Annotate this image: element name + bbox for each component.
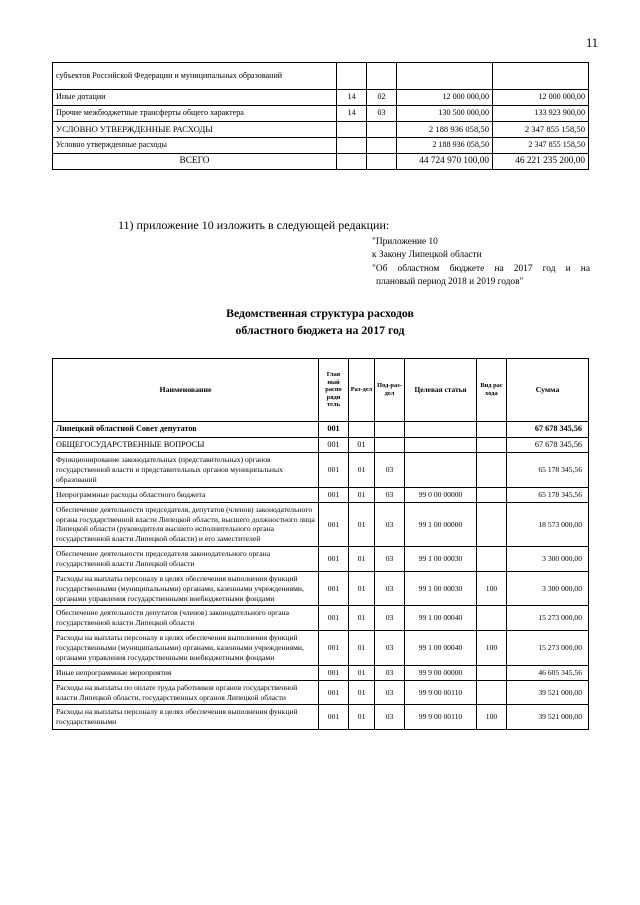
cell-expense-type: 100 — [477, 631, 507, 666]
cell-chief-administrator: 001 — [319, 680, 349, 705]
cell-subsection: 03 — [375, 487, 405, 502]
cell-amount: 39 521 000,00 — [507, 705, 589, 730]
cell-section: 01 — [349, 680, 375, 705]
departmental-structure-table-container — [52, 358, 588, 730]
cell-subsection: 03 — [375, 665, 405, 680]
cell-chief-administrator: 001 — [319, 487, 349, 502]
main-title-line-1: Ведомственная структура расходов — [226, 306, 414, 320]
departmental-structure-table — [52, 358, 589, 730]
table-row — [53, 547, 589, 572]
col-header-target-item: Целевая статья — [405, 359, 477, 422]
cell-amount: 18 573 000,00 — [507, 502, 589, 546]
table-row — [53, 665, 589, 680]
cell-amount-1: 130 500 000,00 — [397, 106, 493, 122]
cell-section — [337, 122, 367, 138]
cell-target-item: 99 9 00 00110 — [405, 705, 477, 730]
cell-section: 01 — [349, 487, 375, 502]
col-header-expense-type: Вид рас хода — [477, 359, 507, 422]
cell-amount-2 — [493, 63, 589, 90]
cell-subsection: 03 — [375, 453, 405, 488]
cell-name: Расходы на выплаты по оплате труда работников органов государственной власти Липецкой области, государственных органов Липецкой области — [53, 680, 319, 705]
cell-amount-1 — [397, 63, 493, 90]
cell-section: 01 — [349, 606, 375, 631]
cell-section: 01 — [349, 453, 375, 488]
cell-chief-administrator: 001 — [319, 665, 349, 680]
table-row — [53, 487, 589, 502]
col-header-section: Раз-дел — [349, 359, 375, 422]
table-row — [53, 422, 589, 438]
cell-name: Иные непрограммные мероприятия — [53, 665, 319, 680]
appendix-ref-line-1: "Приложение 10 — [372, 237, 438, 247]
table-row — [53, 680, 589, 705]
table-row — [53, 138, 589, 154]
cell-amount: 67 678 345,56 — [507, 422, 589, 438]
cell-target-item: 99 1 00 00040 — [405, 606, 477, 631]
cell-name: Обеспечение деятельности председателя, депутатов (членов) законодательного органа государственной власти Липецкой области, высшего должностного лица Липецкой области (руководителя высшего исполнительного органа государственной власти Липецкой области) и его заместителей — [53, 502, 319, 546]
cell-amount: 15 273 000,00 — [507, 631, 589, 666]
cell-amount-2: 2 347 855 158,50 — [493, 138, 589, 154]
cell-expense-type — [477, 680, 507, 705]
clause-paragraph: 11) приложение 10 изложить в следующей редакции: — [118, 218, 390, 232]
cell-target-item: 99 9 00 00000 — [405, 665, 477, 680]
table-row — [53, 606, 589, 631]
cell-chief-administrator: 001 — [319, 437, 349, 453]
cell-amount-1: 44 724 970 100,00 — [397, 154, 493, 170]
cell-name: Расходы на выплаты персоналу в целях обеспечения выполнения функций государственными (муниципальными) органами, казенными учреждениями, органами управления государственными внебюджетными фондами — [53, 631, 319, 666]
cell-name: субъектов Российской Федерации и муниципальных образований — [53, 63, 337, 90]
cell-section: 01 — [349, 571, 375, 606]
cell-chief-administrator: 001 — [319, 571, 349, 606]
cell-section: 01 — [349, 705, 375, 730]
cell-amount: 65 178 345,56 — [507, 453, 589, 488]
cell-section: 01 — [349, 502, 375, 546]
cell-amount: 3 300 000,00 — [507, 547, 589, 572]
table-row — [53, 502, 589, 546]
cell-expense-type: 100 — [477, 571, 507, 606]
continuation-table-container — [52, 62, 588, 170]
cell-name: Условно утвержденные расходы — [53, 138, 337, 154]
table-row — [53, 453, 589, 488]
cell-name: Обеспечение деятельности председателя законодательного органа государственной власти Липецкой области — [53, 547, 319, 572]
cell-name: Обеспечение деятельности депутатов (членов) законодательного органа государственной власти Липецкой области — [53, 606, 319, 631]
cell-subsection: 03 — [375, 631, 405, 666]
cell-amount-2: 2 347 855 158,50 — [493, 122, 589, 138]
appendix-ref-line-3: "Об областном бюджете на 2017 год и на — [372, 263, 590, 274]
cell-subsection: 03 — [375, 705, 405, 730]
col-header-subsection: Под-раз-дел — [375, 359, 405, 422]
cell-chief-administrator: 001 — [319, 502, 349, 546]
table-row — [53, 631, 589, 666]
cell-amount-2: 133 923 900,00 — [493, 106, 589, 122]
col-header-chief-administrator: Глав ный распо ряди тель — [319, 359, 349, 422]
main-title-line-2: областного бюджета на 2017 год — [235, 323, 405, 338]
cell-section: 01 — [349, 547, 375, 572]
cell-target-item: 99 9 00 00110 — [405, 680, 477, 705]
cell-amount-1: 2 188 936 058,50 — [397, 122, 493, 138]
cell-amount-2: 46 221 235 200,00 — [493, 154, 589, 170]
cell-name: ВСЕГО — [53, 154, 337, 170]
cell-target-item: 99 1 00 00000 — [405, 502, 477, 546]
continuation-table — [52, 62, 589, 170]
table-header-row — [53, 359, 589, 422]
cell-name: УСЛОВНО УТВЕРЖДЕННЫЕ РАСХОДЫ — [53, 122, 337, 138]
cell-amount: 39 521 000,00 — [507, 680, 589, 705]
cell-chief-administrator: 001 — [319, 606, 349, 631]
appendix-reference-block — [372, 236, 590, 289]
cell-chief-administrator: 001 — [319, 631, 349, 666]
cell-subsection — [367, 122, 397, 138]
cell-chief-administrator: 001 — [319, 547, 349, 572]
page-number: 11 — [585, 36, 598, 50]
cell-amount: 65 178 345,56 — [507, 487, 589, 502]
cell-expense-type: 100 — [477, 705, 507, 730]
cell-subsection: 03 — [367, 106, 397, 122]
cell-subsection — [375, 437, 405, 453]
cell-subsection: 03 — [375, 606, 405, 631]
cell-expense-type — [477, 422, 507, 438]
cell-expense-type — [477, 487, 507, 502]
cell-expense-type — [477, 437, 507, 453]
cell-subsection: 03 — [375, 571, 405, 606]
cell-subsection: 02 — [367, 90, 397, 106]
cell-expense-type — [477, 606, 507, 631]
col-header-amount: Сумма — [507, 359, 589, 422]
cell-section — [337, 154, 367, 170]
cell-section: 01 — [349, 631, 375, 666]
table-row — [53, 106, 589, 122]
cell-subsection — [367, 138, 397, 154]
col-header-name: Наименование — [53, 359, 319, 422]
cell-amount-1: 2 188 936 058,50 — [397, 138, 493, 154]
cell-section: 14 — [337, 90, 367, 106]
cell-name: Функционирование законодательных (представительных) органов государственной власти и представительных органов муниципальных образований — [53, 453, 319, 488]
table-row — [53, 571, 589, 606]
cell-target-item: 99 0 00 00000 — [405, 487, 477, 502]
cell-amount: 3 300 000,00 — [507, 571, 589, 606]
cell-target-item: 99 1 00 00030 — [405, 547, 477, 572]
cell-amount: 46 605 345,56 — [507, 665, 589, 680]
table-row — [53, 437, 589, 453]
main-title — [0, 305, 640, 339]
cell-name: ОБЩЕГОСУДАРСТВЕННЫЕ ВОПРОСЫ — [53, 437, 319, 453]
cell-section — [337, 63, 367, 90]
table-row — [53, 154, 589, 170]
cell-name: Расходы на выплаты персоналу в целях обеспечения выполнения функций государственными (муниципальными) органами, казенными учреждениями, органами управления государственными внебюджетными фондами — [53, 571, 319, 606]
cell-chief-administrator: 001 — [319, 422, 349, 438]
appendix-ref-line-4: плановый период 2018 и 2019 годов" — [376, 277, 524, 288]
cell-name: Иные дотации — [53, 90, 337, 106]
cell-amount-1: 12 000 000,00 — [397, 90, 493, 106]
cell-chief-administrator: 001 — [319, 453, 349, 488]
table-row — [53, 705, 589, 730]
cell-name: Прочие межбюджетные трансферты общего характера — [53, 106, 337, 122]
table-row — [53, 122, 589, 138]
cell-subsection: 03 — [375, 547, 405, 572]
cell-section: 14 — [337, 106, 367, 122]
cell-subsection: 03 — [375, 502, 405, 546]
cell-target-item: 99 1 00 00040 — [405, 631, 477, 666]
cell-section: 01 — [349, 665, 375, 680]
cell-subsection — [367, 154, 397, 170]
table-row — [53, 63, 589, 90]
cell-chief-administrator: 001 — [319, 705, 349, 730]
cell-section — [337, 138, 367, 154]
cell-section — [349, 422, 375, 438]
cell-target-item — [405, 453, 477, 488]
cell-subsection: 03 — [375, 680, 405, 705]
cell-name: Непрограммные расходы областного бюджета — [53, 487, 319, 502]
cell-amount: 15 273 000,00 — [507, 606, 589, 631]
cell-expense-type — [477, 547, 507, 572]
cell-expense-type — [477, 665, 507, 680]
cell-amount: 67 678 345,56 — [507, 437, 589, 453]
cell-name: Расходы на выплаты персоналу в целях обеспечения выполнения функций государственными — [53, 705, 319, 730]
cell-name: Липецкий областной Совет депутатов — [53, 422, 319, 438]
cell-amount-2: 12 000 000,00 — [493, 90, 589, 106]
cell-expense-type — [477, 453, 507, 488]
cell-target-item — [405, 422, 477, 438]
table-row — [53, 90, 589, 106]
cell-expense-type — [477, 502, 507, 546]
cell-target-item: 99 1 00 00030 — [405, 571, 477, 606]
cell-subsection — [375, 422, 405, 438]
cell-target-item — [405, 437, 477, 453]
cell-section: 01 — [349, 437, 375, 453]
appendix-ref-line-2: к Закону Липецкой области — [372, 250, 482, 261]
cell-subsection — [367, 63, 397, 90]
